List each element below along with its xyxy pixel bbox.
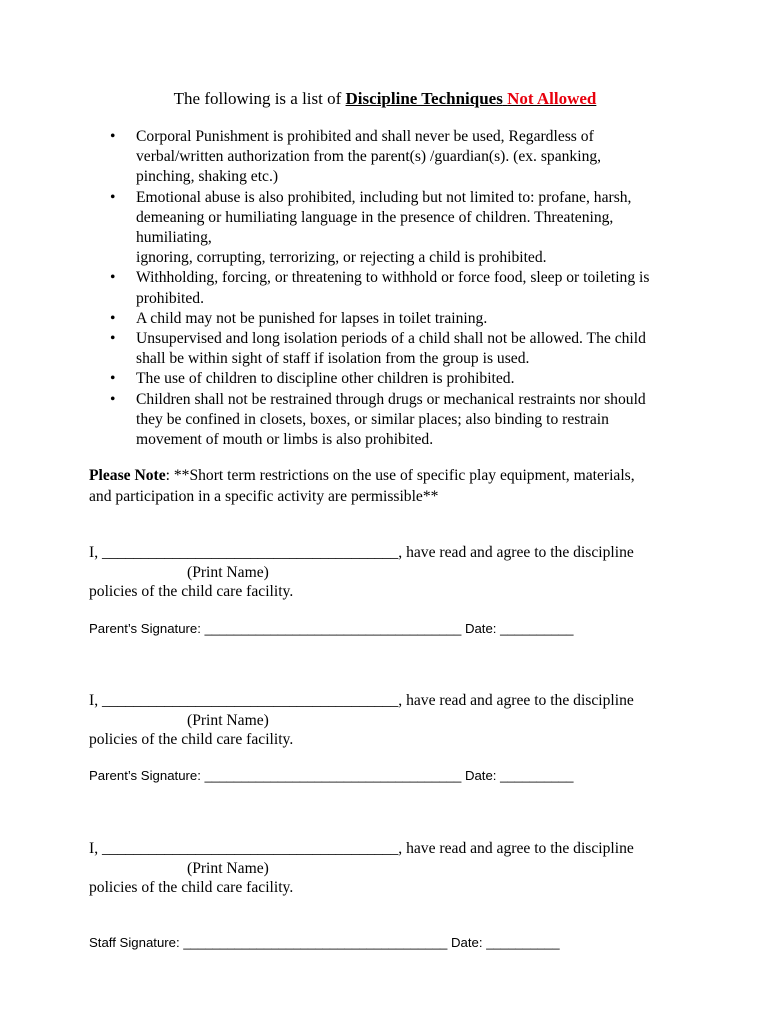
print-name-label: (Print Name)	[187, 563, 269, 581]
rule-item	[88, 188, 688, 269]
rule-text-line: A child may not be punished for lapses in toilet training.	[136, 309, 488, 327]
rule-text-line: movement of mouth or limbs is also prohibited.	[136, 431, 434, 449]
please-note	[89, 466, 689, 507]
print-name-label: (Print Name)	[187, 711, 269, 729]
rule-text-line: prohibited.	[136, 289, 204, 307]
parent-signature-line-2[interactable]: Parent’s Signature: ___________________________________ Date: __________	[89, 768, 574, 783]
title-bold: Discipline Techniques Not Allowed	[345, 89, 597, 108]
agreement-block-1	[89, 543, 689, 602]
agreement-block-2	[89, 691, 689, 750]
rule-text-line: verbal/written authorization from the parent(s) /guardian(s). (ex. spanking,	[136, 148, 602, 166]
rule-item	[88, 329, 688, 369]
parent-signature-line-1[interactable]: Parent’s Signature: ___________________________________ Date: __________	[89, 621, 574, 636]
rule-item	[88, 309, 688, 329]
agreement-policies: policies of the child care facility.	[89, 731, 294, 748]
rule-text-line: Corporal Punishment is prohibited and shall never be used, Regardless of	[136, 128, 594, 145]
bullet-icon: •	[110, 188, 116, 206]
note-label: Please Note	[89, 467, 166, 484]
rule-item	[88, 369, 688, 389]
rule-text-line: Withholding, forcing, or threatening to withhold or force food, sleep or toileting is	[136, 269, 650, 287]
rule-text-line: humiliating,	[136, 229, 212, 247]
rule-text-line: Emotional abuse is also prohibited, including but not limited to: profane, harsh,	[136, 188, 632, 206]
rule-item	[88, 390, 688, 451]
rule-text-line: shall be within sight of staff if isolation from the group is used.	[136, 350, 530, 368]
rule-item	[88, 127, 688, 188]
rule-text-line: ignoring, corrupting, terrorizing, or rejecting a child is prohibited.	[136, 249, 547, 267]
agreement-line: I, ______________________________________, have read and agree to the discipline	[89, 544, 634, 561]
rule-text-line: Unsupervised and long isolation periods of a child shall not be allowed. The child	[136, 330, 646, 348]
note-line1: : **Short term restrictions on the use of specific play equipment, materials,	[165, 467, 635, 484]
bullet-icon: •	[110, 269, 116, 287]
rule-text-line: demeaning or humiliating language in the presence of children. Threatening,	[136, 208, 614, 226]
title-red: Not Allowed	[507, 89, 597, 108]
agreement-policies: policies of the child care facility.	[89, 583, 294, 600]
rule-text-line: Children shall not be restrained through drugs or mechanical restraints nor should	[136, 390, 646, 408]
bullet-icon: •	[110, 370, 116, 388]
bullet-icon: •	[110, 128, 116, 145]
rule-text-line: The use of children to discipline other children is prohibited.	[136, 370, 515, 388]
rule-text-line: they be confined in closets, boxes, or similar places; also binding to restrain	[136, 410, 609, 428]
print-name-label: (Print Name)	[187, 859, 269, 877]
agreement-line: I, ______________________________________, have read and agree to the discipline	[89, 692, 634, 709]
rule-text-line: pinching, shaking etc.)	[136, 168, 279, 186]
staff-signature-line[interactable]: Staff Signature: ____________________________________ Date: __________	[89, 935, 560, 950]
agreement-policies: policies of the child care facility.	[89, 879, 294, 896]
agreement-line: I, ______________________________________, have read and agree to the discipline	[89, 840, 634, 857]
note-line2: and participation in a specific activity are permissible**	[89, 487, 439, 505]
bullet-icon: •	[110, 390, 116, 408]
title-prefix: The following is a list of	[173, 89, 346, 108]
rules-list	[88, 127, 688, 450]
bullet-icon: •	[110, 309, 116, 327]
bullet-icon: •	[110, 330, 116, 348]
page-title	[0, 88, 770, 110]
agreement-block-3	[89, 839, 689, 898]
rule-item	[88, 268, 688, 308]
